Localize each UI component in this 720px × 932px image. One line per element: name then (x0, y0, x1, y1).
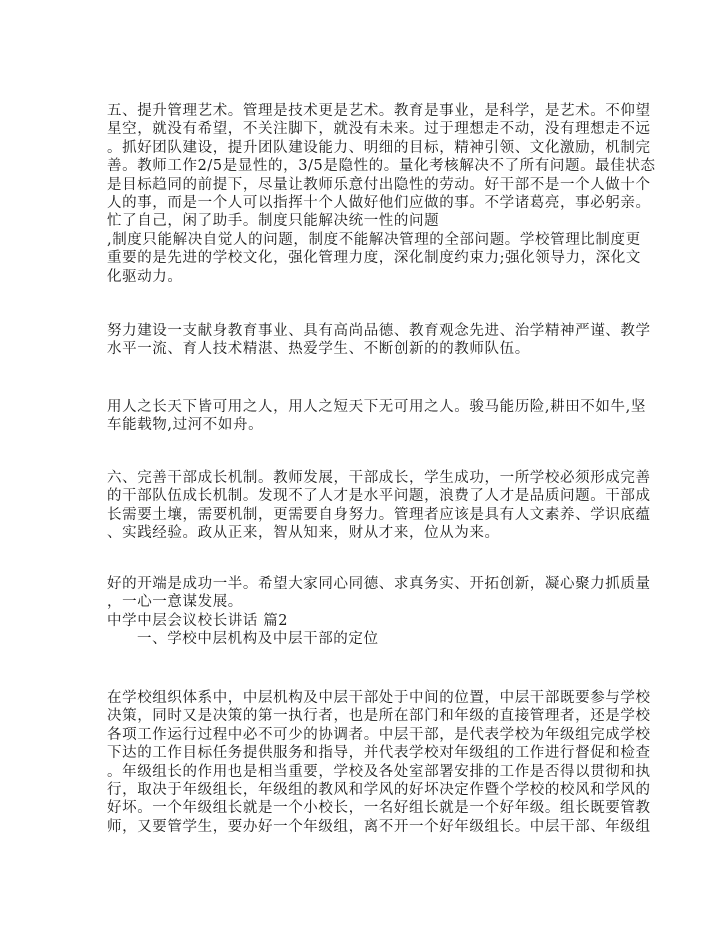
section-heading: 一、学校中层机构及中层干部的定位 (137, 631, 379, 648)
text-line: 善。教师工作2/5是显性的，3/5是隐性的。量化考核解决不了所有问题。最佳状态 (107, 158, 656, 175)
text-line: 水平一流、育人技术精湛、热爱学生、不断创新的的教师队伍。 (107, 341, 530, 358)
paragraph-closing (107, 575, 651, 649)
text-line: 化驱动力。 (107, 268, 183, 285)
paragraph-section-six (107, 469, 651, 543)
text-line: 行，取决于年级组长，年级组的教风和学风的好坏决定作暨个学校的校风和学风的 (107, 782, 651, 799)
text-line: 用人之长天下皆可用之人，用人之短天下无可用之人。骏马能历险,耕田不如牛,坚 (107, 399, 646, 415)
text-line: 努力建设一支献身教育事业、具有高尚品德、教育观念先进、治学精神严谨、教学 (107, 323, 651, 339)
text-line: 忙了自己，闲了助手。制度只能解决统一性的问题 (107, 213, 440, 230)
text-line: 在学校组织体系中，中层机构及中层干部处于中间的位置，中层干部既要参与学校 (107, 690, 651, 706)
text-line: 好坏。一个年级组长就是一个小校长，一名好组长就是一个好年级。组长既要管教 (107, 800, 651, 817)
text-line: 。年级组长的作用也是相当重要，学校及各处室部署安排的工作是否得以贯彻和执 (107, 763, 651, 780)
text-line: 车能载物,过河不如舟。 (107, 417, 264, 434)
text-line: 星空，就没有希望，不关注脚下，就没有未来。过于理想走不动，没有理想走不远 (107, 121, 651, 138)
text-line: 各项工作运行过程中必不可少的协调者。中层干部，是代表学校为年级组完成学校 (107, 726, 651, 743)
text-line: 师，又要管学生，要办好一个年级组，离不开一个好年级组长。中层干部、年级组 (107, 818, 651, 835)
text-line: 、实践经验。政从正来，智从知来，财从才来，位从为来。 (107, 525, 500, 542)
text-line: ,制度只能解决自觉人的问题，制度不能解决管理的全部问题。学校管理比制度更 (107, 231, 641, 248)
text-line: 好的开端是成功一半。希望大家同心同德、求真务实、开拓创新，凝心聚力抓质量 (107, 576, 651, 592)
text-line: 是目标趋同的前提下，尽量让教师乐意付出隐性的劳动。好干部不是一个人做十个 (107, 176, 651, 193)
text-line: ，一心一意谋发展。 (107, 594, 243, 611)
text-line: 人的事，而是一个人可以指挥十个人做好他们应做的事。不学诸葛亮，事必躬亲。 (107, 195, 651, 212)
text-line: 。抓好团队建设，提升团队建设能力、明细的目标，精神引领、文化激励，机制完 (107, 139, 651, 156)
paragraph-body (107, 689, 651, 836)
text-line: 决策，同时又是决策的第一执行者，也是所在部门和年级的直接管理者，还是学校 (107, 708, 651, 725)
text-line: 重要的是先进的学校文化，强化管理力度，深化制度约束力;强化领导力，深化文 (107, 250, 641, 267)
text-line: 六、完善干部成长机制。教师发展，干部成长，学生成功，一所学校必须形成完善 (107, 470, 651, 486)
paragraph-talent (107, 398, 646, 435)
text-line: 的干部队伍成长机制。发现不了人才是水平问题，浪费了人才是品质问题。干部成 (107, 488, 651, 505)
text-line: 下达的工作目标任务提供服务和指导，并代表学校对年级组的工作进行督促和检查 (107, 745, 651, 762)
paragraph-section-five (107, 102, 656, 286)
text-line: 长需要土壤，需要机制，更需要自身努力。管理者应该是具有人文素养、学识底蕴 (107, 506, 651, 523)
text-line: 五、提升管理艺术。管理是技术更是艺术。教育是事业，是科学，是艺术。不仰望 (107, 103, 651, 119)
paragraph-teacher-team (107, 322, 651, 359)
article-title: 中学中层会议校长讲话 篇2 (107, 612, 289, 629)
